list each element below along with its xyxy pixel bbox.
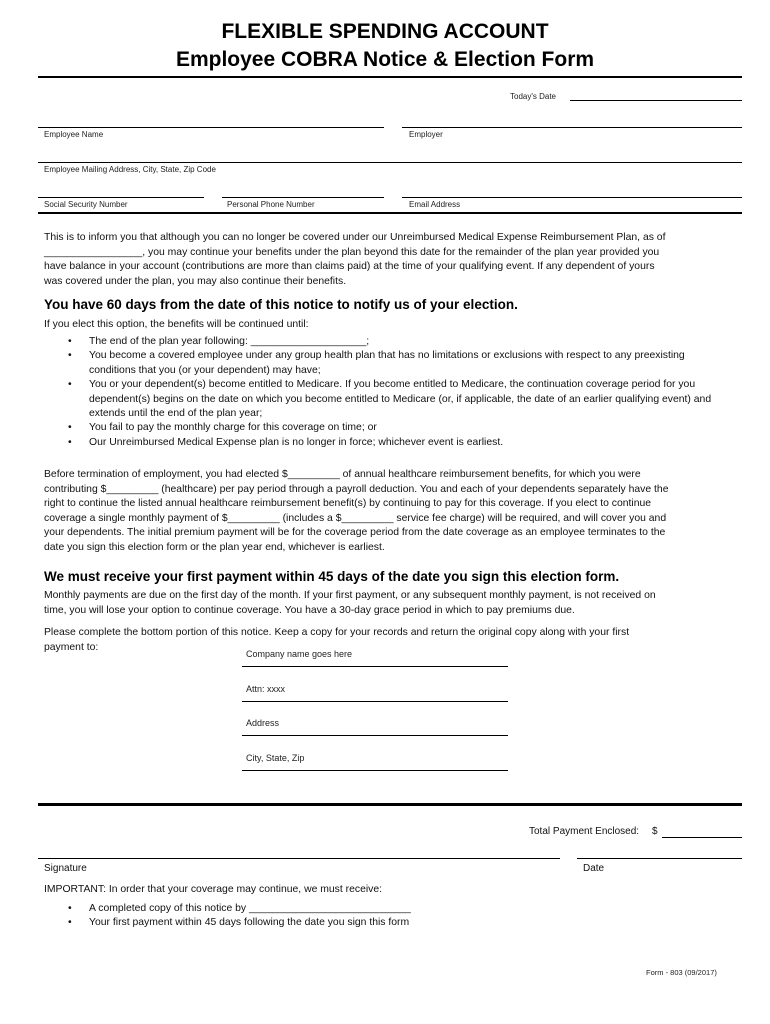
- termination-line: right to continue the listed annual healthcare reimbursement benefit(s) by continuing to pay for this coverage. If you elect to continue: [44, 498, 652, 510]
- signature-date-label: Date: [583, 863, 605, 874]
- termination-paragraph: [44, 468, 744, 556]
- email-field[interactable]: [402, 197, 742, 198]
- employer-label: Employer: [409, 130, 443, 139]
- tear-off-rule: [38, 803, 742, 806]
- list-item: • You or your dependent(s) become entitled to Medicare. If you become entitled to Medicare, the continuation coverage period for you dependent(s) begins on the date on which you become entitled to Medicare (or, if applicable, the date of an earlier qualifying event) and extends until the end of the plan year;: [44, 378, 734, 421]
- address-rule: [242, 770, 508, 771]
- company-name: Company name goes here: [246, 649, 353, 659]
- dollar-sign: $: [652, 826, 658, 837]
- phone-field[interactable]: [222, 197, 384, 198]
- return-line: payment to:: [44, 641, 99, 653]
- address-rule: [242, 735, 508, 736]
- mailing-address-label: Employee Mailing Address, City, State, Zip Code: [44, 165, 216, 174]
- return-line: Please complete the bottom portion of this notice. Keep a copy for your records and return the original copy along with your first: [44, 627, 630, 638]
- intro-line: This is to inform you that although you can no longer be covered under our Unreimbursed Medical Expense Reimbursement Plan, as of: [44, 232, 666, 243]
- email-label: Email Address: [409, 200, 461, 209]
- termination-line: contributing $_________ (healthcare) per pay period through a payroll deduction. You and each of your dependents separately have the: [44, 483, 669, 495]
- intro-paragraph: [44, 231, 744, 289]
- intro-line: have balance in your account (contributions are more than claims paid) at the time of your qualifying event. If any dependent of yours: [44, 261, 655, 273]
- signature-field[interactable]: [38, 858, 560, 859]
- address-line: Address: [246, 718, 280, 728]
- termination-line: date you sign this election form or the plan year end, whichever is earliest.: [44, 541, 385, 553]
- attn-line: Attn: xxxx: [246, 684, 286, 694]
- city-state-zip: City, State, Zip: [246, 753, 305, 763]
- ssn-label: Social Security Number: [44, 200, 128, 209]
- form-number: Form - 803 (09/2017): [646, 968, 717, 977]
- section-rule: [38, 212, 742, 214]
- monthly-paragraph: [44, 589, 744, 618]
- termination-line: coverage a single monthly payment of $_________ (includes a $_________ service fee charge) will be required, and will cover you and: [44, 512, 667, 524]
- header-rule: [38, 76, 742, 78]
- form-subtitle: Employee COBRA Notice & Election Form: [175, 48, 595, 71]
- list-item: • You fail to pay the monthly charge for this coverage on time; or: [44, 421, 734, 435]
- signature-date-field[interactable]: [577, 858, 742, 859]
- employee-name-field[interactable]: [38, 127, 384, 128]
- total-payment-field[interactable]: [662, 837, 742, 838]
- employer-field[interactable]: [402, 127, 742, 128]
- list-item: • The end of the plan year following: ____________________;: [44, 335, 734, 349]
- ssn-field[interactable]: [38, 197, 204, 198]
- termination-line: Before termination of employment, you had elected $_________ of annual healthcare reimbursement benefits, for which you were: [44, 469, 641, 480]
- form-title: FLEXIBLE SPENDING ACCOUNT: [221, 20, 549, 43]
- payment-heading: We must receive your first payment within 45 days of the date you sign this election form.: [44, 569, 620, 584]
- notice-heading: You have 60 days from the date of this notice to notify us of your election.: [44, 297, 518, 312]
- employee-name-label: Employee Name: [44, 130, 104, 139]
- list-item: • You become a covered employee under any group health plan that has no limitations or exclusions with respect to any preexisting conditions that you (or your dependent) may have;: [44, 349, 734, 378]
- todays-date-label: Today's Date: [510, 92, 556, 101]
- list-item: • A completed copy of this notice by ____________________________: [44, 902, 734, 916]
- intro-line: _________________, you may continue your benefits under the plan beyond this date for the remainder of the plan year provided you: [44, 246, 660, 258]
- elect-intro: If you elect this option, the benefits will be continued until:: [44, 319, 309, 330]
- list-item: • Your first payment within 45 days following the date you sign this form: [44, 916, 734, 930]
- total-payment-label: Total Payment Enclosed:: [529, 826, 640, 837]
- termination-line: your dependents. The initial premium payment will be for the coverage period from the date coverage as an employee terminates to the: [44, 527, 666, 539]
- phone-label: Personal Phone Number: [227, 200, 315, 209]
- return-paragraph: [44, 626, 744, 655]
- monthly-line: Monthly payments are due on the first day of the month. If your first payment, or any subsequent monthly payment, is not received on: [44, 590, 656, 601]
- signature-label: Signature: [44, 863, 87, 874]
- address-rule: [242, 666, 508, 667]
- todays-date-field[interactable]: [570, 100, 742, 101]
- important-list: [44, 902, 734, 931]
- intro-line: was covered under the plan, you may also continue their benefits.: [44, 275, 347, 287]
- conditions-list: [44, 335, 734, 450]
- mailing-address-field[interactable]: [38, 162, 742, 163]
- list-item: • Our Unreimbursed Medical Expense plan is no longer in force; whichever event is earliest.: [44, 436, 734, 450]
- monthly-line: time, you will lose your option to continue coverage. You have a 30-day grace period in which to pay premiums due.: [44, 604, 575, 616]
- important-text: IMPORTANT: In order that your coverage may continue, we must receive:: [44, 884, 383, 895]
- address-rule: [242, 701, 508, 702]
